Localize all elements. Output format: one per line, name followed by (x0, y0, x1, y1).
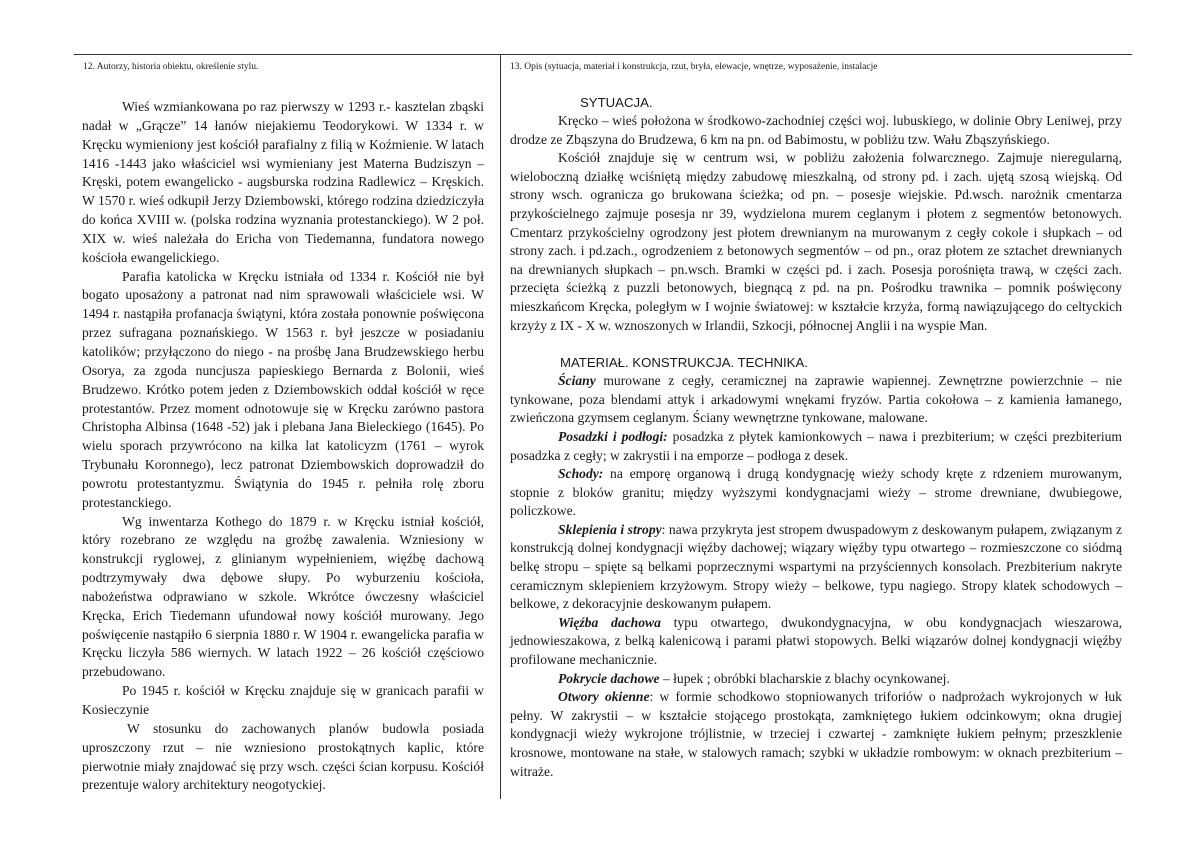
right-section-header: 13. Opis (sytuacja, materiał i konstrukcja, rzut, bryła, elewacje, wnętrze, wyposażenie, instalacje (510, 62, 878, 72)
history-paragraph: Po 1945 r. kościół w Kręcku znajduje się w granicach parafii w Kosieczynie (82, 683, 484, 717)
material-item-truss (510, 614, 1122, 670)
material-item-roofing (510, 670, 1122, 689)
header-rule (74, 54, 1132, 55)
material-text: typu otwartego, dwukondygnacyjna, w obu kondygnacjach wieszarowa, jednowieszakowa, z belką kalenicową i parami płatwi stopowych. Belki wiązarów dolnej kondygnacji więźby profilowane mechanicznie. (510, 614, 1122, 668)
history-column (82, 98, 484, 795)
material-item-stairs (510, 465, 1122, 521)
material-text: murowane z cegły, ceramicznej na zaprawie wapiennej. Zewnętrzne powierzchnie – nie tynkowane, poza blendami attyk i arkadowymi wnękami fryzów. Partia cokołowa – z kamienia łamanego, zwieńczona gzymsem ceglanym. Ściany wewnętrzne tynkowane, malowane. (510, 373, 1122, 426)
material-item-windows (510, 688, 1122, 781)
material-text: posadzka z płytek kamionkowych – nawa i prezbiterium; w części prezbiterium posadzka z cegły; w zakrystii i na emporze – podłoga z desek. (510, 428, 1122, 463)
material-text: na emporę organową i drugą kondygnację wieży schody kręte z rdzeniem murowanym, stopnie z bloków granitu; między wyższymi kondygnacjami wieży – strome drewniane, dwubiegowe, policzkowe. (510, 466, 1122, 519)
history-paragraph: W stosunku do zachowanych planów budowla posiada uproszczony rzut – nie wzniesiono prostokątnych kaplic, które pierwotnie miały znajdować się przy wsch. części ścian korpusu. Kościół prezentuje walory architektury neogotyckiej. (82, 720, 484, 793)
left-section-header: 12. Autorzy, historia obiektu, określenie stylu. (83, 62, 259, 72)
material-term: Więźba dachowa (558, 614, 661, 630)
situation-paragraph: Kręcko – wieś położona w środkowo-zachodniej części woj. lubuskiego, w dolinie Obry Leniwej, przy drodze ze Zbąszyna do Brudzewa, 6 km na pn. od Babimostu, w pobliżu tzw. Wału Zbąszyńskiego. (510, 113, 1122, 147)
material-text: : nawa przykryta jest stropem dwuspadowym z deskowanym pułapem, związanym z konstrukcją dolnej kondygnacji więźby dachowej; wiązary więźby typu otwartego – rozmieszczone co siódmą belkę stropu – spięte są belkami poprzecznymi wspartymi na przyściennych konsolach. Prezbiterium nakryte ceramicznym sklepieniem krzyżowym. Stropy wieży – belkowe, typu nagiego. Stropy klatek schodowych – belkowe, z dekoracyjnie deskowanym pułapem. (510, 521, 1122, 612)
history-paragraph: Wg inwentarza Kothego do 1879 r. w Kręcku istniał kościół, który rozebrano ze względu na groźbę zawalenia. Wzniesiony w konstrukcji ryglowej, z glinianym wypełnieniem, więźbę dachową podtrzymywały dwa dębowe słupy. Po wyburzeniu kościoła, nabożeństwa odprawiano w szkole. Wkrótce ówczesny właściciel Kręcka, Erich Tiedemann ufundował nowy kościół murowany. Jego poświęcenie nastąpiło 6 sierpnia 1880 r. W 1904 r. ewangelicka parafia w Kręcku liczyła 586 wiernych. W latach 1922 – 26 kościół częściowo przebudowano. (82, 513, 484, 680)
material-term: Posadzki i podłogi: (558, 428, 668, 444)
material-text: : w formie schodkowo stopniowanych triforiów o nadprożach wykrojonych w łuk pełny. W zakrystii – w kształcie stojącego prostokąta, zamkniętego łukiem odcinkowym; okna drugiej kondygnacji wieży wykrojone trójlistnie, w trzeciej i czwartej - zamknięte łukiem pełnym; przeszklenie krosnowe, montowane na stałe, w stalowych ramach; szybki w układzie rombowym: w oknach prezbiterium – witraże. (510, 689, 1122, 779)
material-item-floors (510, 428, 1122, 465)
history-paragraph: Wieś wzmiankowana po raz pierwszy w 1293 r.- kasztelan zbąski nadał w „Grącze” 14 łanów niejakiemu Teodorykowi. W 1334 r. w Kręcku wymieniony jest kościół parafialny z filią w Koźmienie. W latach 1416 -1443 jako właściciel wsi wymieniany jest Materna Budziszyn – Kręski, potem ewangelicko - augsburska rodzina Radlewicz – Kręskich. W 1570 r. wieś odkupił Jerzy Dziembowski, którego rodzina dziedziczyła do końca XVIII w. (polska rodzina wyznania protestanckiego). W 2 poł. XIX w. wieś należała do Ericha von Tiedemanna, fundatora nowego kościoła ewangelickiego. (82, 99, 484, 265)
situation-heading: SYTUACJA. (580, 95, 653, 110)
material-term: Otwory okienne (558, 689, 650, 705)
column-divider (500, 54, 501, 799)
material-term: Schody: (558, 466, 604, 482)
material-item-vaults (510, 521, 1122, 614)
material-term: Pokrycie dachowe (558, 670, 660, 686)
situation-paragraph: Kościół znajduje się w centrum wsi, w pobliżu założenia folwarcznego. Zajmuje nieregularną, wieloboczną działkę wciśniętą między zabudowę mieszkalną, od strony pd. i zach. ujętą szosą wiejską. Od strony wsch. ogranicza go brukowana ścieżka; od pn. – posesje wiejskie. Pd.wsch. narożnik cmentarza przykościelnego zajmuje posesja nr 39, wydzielona murem ceglanym i płotem z segmentów betonowych. Cmentarz przykościelny ogrodzony jest płotem drewnianym na murowanym z cegły cokole i słupkach – od strony zach. i pd.zach., ogrodzeniem z betonowych segmentów – od pn., oraz płotem ze sztachet drewnianych na drewnianych słupkach – pn.wsch. Bramki w części pd. i zach. Posesja porośnięta trawą, w części zach. przecięta ścieżką z puzzli betonowych, biegnącą z pd. na pn. Pośrodku trawnika – pomnik poświęcony mieszkańcom Kręcka, poległym w I wojnie światowej: w kształcie krzyża, formą nawiązującego do celtyckich krzyży z IX - X w. wznoszonych w Irlandii, Szkocji, północnej Anglii i na wyspie Man. (510, 150, 1122, 333)
material-term: Ściany (558, 373, 596, 389)
material-heading: MATERIAŁ. KONSTRUKCJA. TECHNIKA. (560, 355, 808, 371)
material-term: Sklepienia i stropy (558, 521, 662, 537)
material-text: – łupek ; obróbki blacharskie z blachy ocynkowanej. (659, 670, 950, 686)
description-column (510, 93, 1122, 781)
history-paragraph: Parafia katolicka w Kręcku istniała od 1334 r. Kościół nie był bogato uposażony a patronat nad nim sprawowali właściciele wsi. W 1494 r. nastąpiła profanacja świątyni, która została ponownie poświęcona przez sufragana poznańskiego. W 1563 r. był jeszcze w posiadaniu katolików; przyłączono do niego - na prośbę Jana Brudzewskiego herbu Osorya, za zgoda nuncjusza papieskiego Bernarda z Bolonii, wieś Brudzewo. Krótko potem jeden z Dziembowskich oddał kościół w ręce protestantów. Przez moment odnotowuje się w Kręcku zarówno pastora Christopha Albinsa (1648 -52) jak i plebana Jana Bieleckiego (1645). Po wielu sporach przywrócono na kilka lat katolicyzm (1761 – wyrok Trybunału Koronnego), lecz patronat Dziembowskich doprowadził do powrotu protestantyzmu. Świątynia do 1945 r. pełniła rolę zboru protestanckiego. (82, 268, 484, 510)
material-item-walls (510, 372, 1122, 428)
